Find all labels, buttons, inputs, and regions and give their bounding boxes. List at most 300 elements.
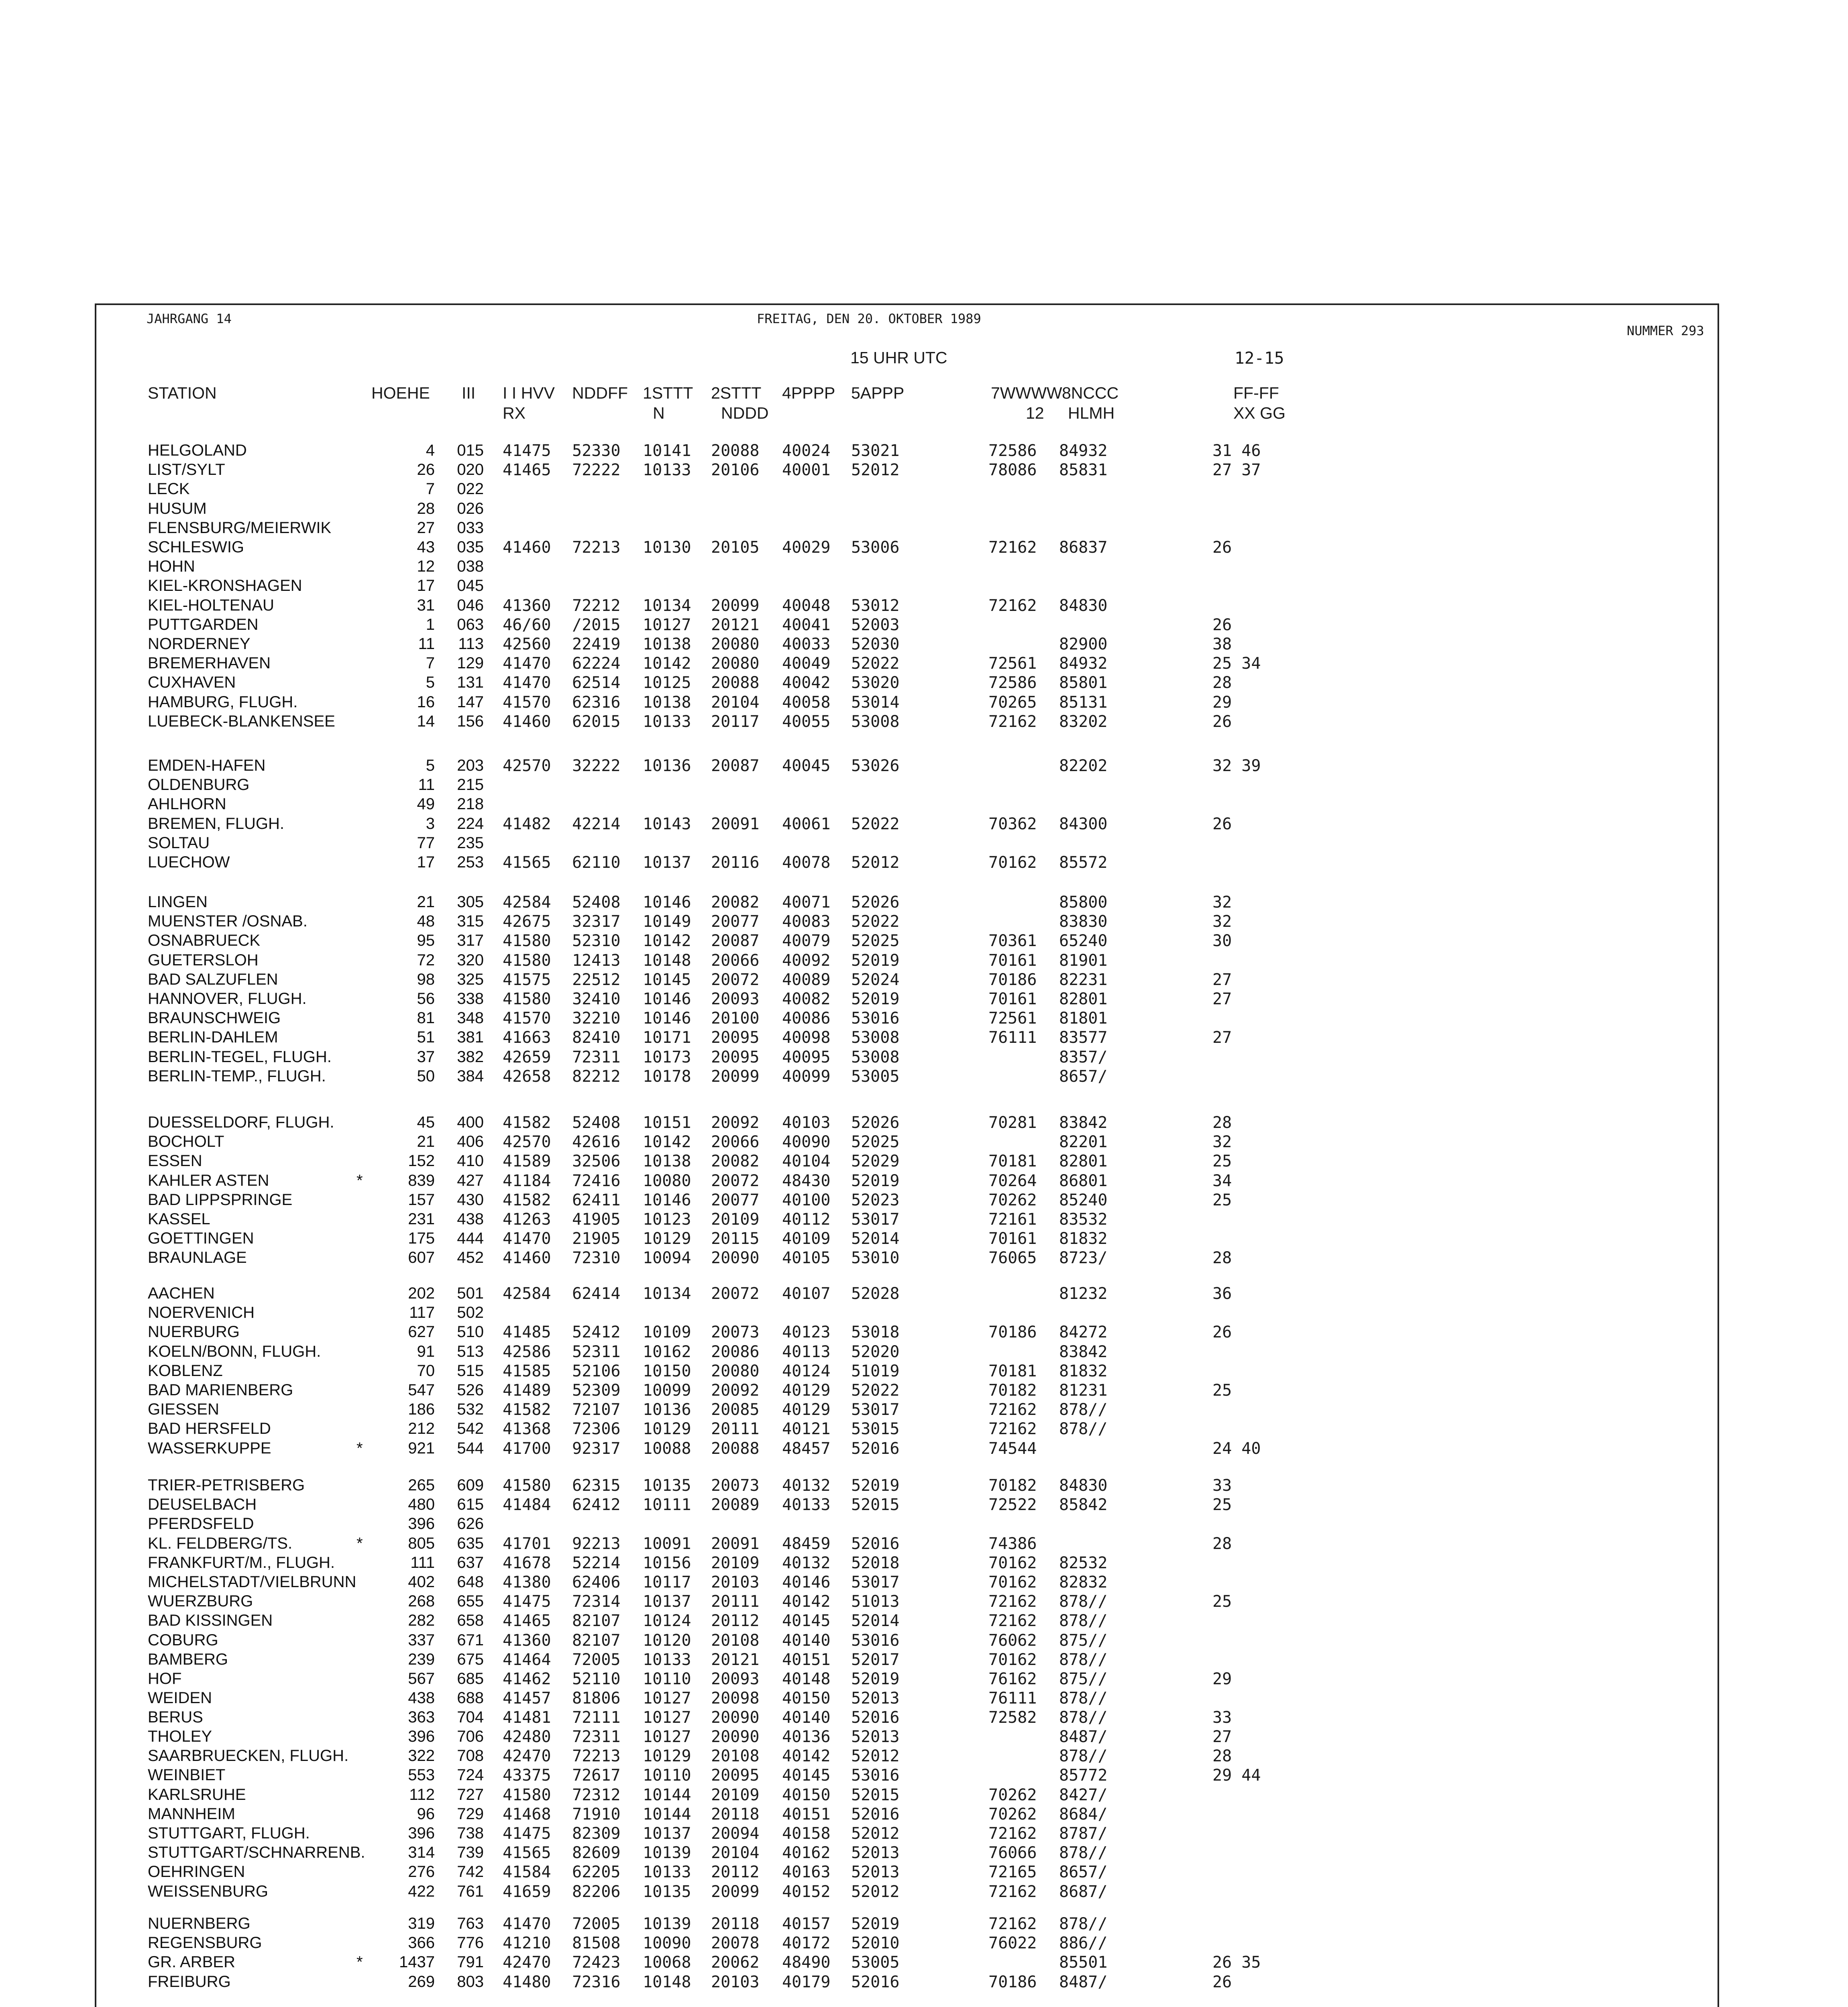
height-value: 72	[417, 951, 435, 969]
station-name: TRIER-PETRISBERG	[148, 1476, 305, 1494]
code-group-c4: 20111	[711, 1592, 760, 1611]
code-group-c7: 70182	[988, 1476, 1037, 1495]
code-group-c8: 82202	[1059, 757, 1108, 775]
code-group-c7: 78086	[988, 461, 1037, 479]
code-group-c8: 85501	[1059, 1953, 1108, 1972]
station-number: 063	[457, 616, 484, 633]
code-group-c6: 53018	[851, 1323, 900, 1341]
code-group-c5: 48490	[782, 1953, 831, 1972]
code-group-c1: 41470	[503, 654, 551, 673]
height-value: 11	[418, 776, 435, 794]
code-group-c1: 42584	[503, 893, 551, 912]
gust-value: 25	[1212, 1191, 1232, 1209]
code-group-c6: 51013	[851, 1592, 900, 1611]
code-group-c2: 52110	[572, 1670, 621, 1688]
gust-value: 33	[1212, 1476, 1232, 1495]
station-name: LECK	[148, 480, 190, 498]
code-group-c2: 62411	[572, 1191, 621, 1209]
station-name: HELGOLAND	[148, 442, 247, 459]
code-group-c6: 52013	[851, 1844, 900, 1862]
code-group-c1: 41580	[503, 951, 551, 970]
height-value: 26	[417, 461, 435, 478]
height-value: 152	[408, 1152, 435, 1170]
height-value: 51	[417, 1028, 435, 1046]
station-name: MUENSTER /OSNAB.	[148, 912, 308, 930]
station-name: KL. FELDBERG/TS.	[148, 1535, 293, 1552]
code-group-c4: 20109	[711, 1210, 760, 1229]
station-name: LINGEN	[148, 893, 208, 911]
code-group-c3: 10162	[643, 1343, 691, 1361]
station-name: SAARBRUECKEN, FLUGH.	[148, 1747, 349, 1765]
code-group-c3: 10156	[643, 1554, 691, 1572]
code-group-c7: 74544	[988, 1439, 1037, 1458]
code-group-c3: 10173	[643, 1048, 691, 1067]
code-group-c1: 41570	[503, 1009, 551, 1028]
code-group-c5: 40145	[782, 1766, 831, 1785]
station-number: 615	[457, 1496, 484, 1513]
code-group-c1: 41460	[503, 712, 551, 731]
height-value: 31	[417, 596, 435, 614]
code-group-c3: 10127	[643, 616, 691, 634]
code-group-c2: 72423	[572, 1953, 621, 1972]
station-name: BERLIN-DAHLEM	[148, 1028, 278, 1046]
station-number: 729	[457, 1805, 484, 1823]
code-group-c4: 20103	[711, 1573, 760, 1592]
station-name: MANNHEIM	[148, 1805, 235, 1823]
code-group-c2: 82206	[572, 1883, 621, 1901]
station-number: 320	[457, 951, 484, 969]
code-group-c7: 72165	[988, 1863, 1037, 1881]
code-group-c8: 878//	[1059, 1612, 1108, 1630]
code-group-c8: 84830	[1059, 1476, 1108, 1495]
station-number: 410	[457, 1152, 484, 1170]
code-group-c6: 53021	[851, 442, 900, 460]
col-station: STATION	[148, 384, 217, 402]
height-value: 212	[408, 1420, 435, 1437]
code-group-c7: 72586	[988, 674, 1037, 692]
station-number: 215	[457, 776, 484, 794]
code-group-c7: 76162	[988, 1670, 1037, 1688]
code-group-c1: 41584	[503, 1863, 551, 1881]
code-group-c2: 52311	[572, 1343, 621, 1361]
code-group-c6: 52019	[851, 1915, 900, 1933]
station-name: BREMERHAVEN	[148, 654, 271, 672]
height-value: 175	[408, 1229, 435, 1247]
code-group-c2: 82410	[572, 1028, 621, 1047]
code-group-c1: 43375	[503, 1766, 551, 1785]
code-group-c1: 42675	[503, 912, 551, 931]
code-group-c7: 76062	[988, 1631, 1037, 1650]
code-group-c1: 41360	[503, 1631, 551, 1650]
station-number: 542	[457, 1420, 484, 1437]
code-group-c4: 20103	[711, 1973, 760, 1991]
height-value: 3	[426, 815, 435, 833]
code-group-c4: 20092	[711, 1113, 760, 1132]
code-group-c8: 878//	[1059, 1708, 1108, 1727]
code-group-c4: 20066	[711, 1133, 760, 1151]
height-value: 48	[417, 912, 435, 930]
code-group-c8: 82801	[1059, 990, 1108, 1008]
col-c4a: 2STTT	[711, 384, 762, 402]
code-group-c3: 10133	[643, 1863, 691, 1881]
code-group-c5: 40049	[782, 654, 831, 673]
code-group-c2: 41905	[572, 1210, 621, 1229]
code-group-c3: 10099	[643, 1381, 691, 1400]
code-group-c4: 20095	[711, 1048, 760, 1067]
station-name: WEISSENBURG	[148, 1883, 269, 1900]
code-group-c1: 41701	[503, 1535, 551, 1553]
station-number: 438	[457, 1210, 484, 1228]
code-group-c3: 10129	[643, 1229, 691, 1248]
code-group-c8: 81832	[1059, 1229, 1108, 1248]
code-group-c8: 82231	[1059, 971, 1108, 989]
code-group-c4: 20077	[711, 912, 760, 931]
code-group-c6: 52025	[851, 932, 900, 950]
height-value: 1437	[399, 1953, 435, 1971]
code-group-c1: 41582	[503, 1113, 551, 1132]
code-group-c4: 20098	[711, 1689, 760, 1708]
code-group-c5: 40151	[782, 1805, 831, 1824]
station-number: 224	[457, 815, 484, 833]
code-group-c6: 53016	[851, 1009, 900, 1028]
height-value: 49	[417, 795, 435, 813]
code-group-c8: 8723/	[1059, 1249, 1108, 1267]
col-c9b: XX GG	[1233, 404, 1286, 422]
code-group-c4: 20111	[711, 1420, 760, 1438]
code-group-c1: 41470	[503, 674, 551, 692]
code-group-c8: 878//	[1059, 1592, 1108, 1611]
code-group-c7: 72162	[988, 1883, 1037, 1901]
height-value: 319	[408, 1915, 435, 1932]
code-group-c6: 53017	[851, 1400, 900, 1419]
code-group-c7: 72162	[988, 1420, 1037, 1438]
code-group-c1: 41482	[503, 815, 551, 833]
code-group-c1: 41663	[503, 1028, 551, 1047]
station-number: 305	[457, 893, 484, 911]
gust-value: 31 46	[1212, 442, 1261, 460]
code-group-c4: 20108	[711, 1747, 760, 1765]
code-group-c7: 70161	[988, 951, 1037, 970]
mountain-marker: *	[357, 1172, 363, 1189]
code-group-c8: 83577	[1059, 1028, 1108, 1047]
code-group-c3: 10142	[643, 932, 691, 950]
code-group-c5: 40109	[782, 1229, 831, 1248]
code-group-c4: 20109	[711, 1554, 760, 1572]
code-group-c4: 20066	[711, 951, 760, 970]
code-group-c4: 20116	[711, 853, 760, 872]
code-group-c8: 86801	[1059, 1172, 1108, 1190]
code-group-c8: 878//	[1059, 1844, 1108, 1862]
code-group-c3: 10088	[643, 1439, 691, 1458]
code-group-c8: 8657/	[1059, 1863, 1108, 1881]
height-value: 37	[417, 1048, 435, 1066]
code-group-c8: 85572	[1059, 853, 1108, 872]
code-group-c6: 53026	[851, 757, 900, 775]
station-name: KARLSRUHE	[148, 1786, 246, 1803]
code-group-c5: 40142	[782, 1747, 831, 1765]
code-group-c3: 10142	[643, 654, 691, 673]
code-group-c6: 53017	[851, 1573, 900, 1592]
code-group-c4: 20082	[711, 1152, 760, 1170]
code-group-c1: 41380	[503, 1573, 551, 1592]
code-group-c5: 40140	[782, 1708, 831, 1727]
code-group-c5: 40045	[782, 757, 831, 775]
station-name: HAMBURG, FLUGH.	[148, 693, 298, 711]
station-name: HOHN	[148, 558, 195, 575]
code-group-c2: 62514	[572, 674, 621, 692]
code-group-c2: 71910	[572, 1805, 621, 1824]
date-label: FREITAG, DEN 20. OKTOBER 1989	[757, 311, 981, 326]
code-group-c4: 20090	[711, 1728, 760, 1746]
code-group-c4: 20118	[711, 1805, 760, 1824]
height-value: 553	[408, 1766, 435, 1784]
gust-value: 25	[1212, 1496, 1232, 1514]
code-group-c5: 40001	[782, 461, 831, 479]
code-group-c6: 52012	[851, 461, 900, 479]
code-group-c5: 40042	[782, 674, 831, 692]
code-group-c4: 20091	[711, 1535, 760, 1553]
station-name: WEINBIET	[148, 1766, 226, 1784]
gust-value: 30	[1212, 932, 1232, 950]
code-group-c2: 82107	[572, 1631, 621, 1650]
station-number: 708	[457, 1747, 484, 1765]
code-group-c3: 10138	[643, 635, 691, 653]
station-name: SOLTAU	[148, 834, 210, 852]
station-name: BAD HERSFELD	[148, 1420, 271, 1437]
station-number: 502	[457, 1304, 484, 1321]
code-group-c8: 85801	[1059, 674, 1108, 692]
code-group-c8: 878//	[1059, 1651, 1108, 1669]
station-name: NOERVENICH	[148, 1304, 255, 1321]
code-group-c3: 10141	[643, 442, 691, 460]
code-group-c3: 10110	[643, 1670, 691, 1688]
gust-value: 26	[1212, 815, 1232, 833]
code-group-c2: 72005	[572, 1651, 621, 1669]
code-group-c3: 10136	[643, 1400, 691, 1419]
code-group-c2: 62406	[572, 1573, 621, 1592]
code-group-c8: 85842	[1059, 1496, 1108, 1514]
code-group-c3: 10090	[643, 1934, 691, 1952]
code-group-c2: 72306	[572, 1420, 621, 1438]
station-name: NUERNBERG	[148, 1915, 251, 1932]
station-number: 147	[457, 693, 484, 711]
height-value: 81	[417, 1009, 435, 1027]
code-group-c6: 52026	[851, 893, 900, 912]
height-value: 112	[409, 1786, 435, 1803]
code-group-c3: 10130	[643, 538, 691, 557]
code-group-c2: 72617	[572, 1766, 621, 1785]
code-group-c8: 8427/	[1059, 1786, 1108, 1804]
code-group-c4: 20062	[711, 1953, 760, 1972]
code-group-c1: 42659	[503, 1048, 551, 1067]
code-group-c2: 21905	[572, 1229, 621, 1248]
station-name: PUTTGARDEN	[148, 616, 259, 633]
code-group-c6: 52012	[851, 1747, 900, 1765]
station-name: GIESSEN	[148, 1400, 219, 1418]
code-group-c1: 41481	[503, 1708, 551, 1727]
code-group-c6: 52013	[851, 1728, 900, 1746]
code-group-c7: 76065	[988, 1249, 1037, 1267]
height-value: 56	[417, 990, 435, 1008]
gust-value: 26	[1212, 616, 1232, 634]
station-name: WASSERKUPPE	[148, 1439, 271, 1457]
code-group-c5: 40129	[782, 1400, 831, 1419]
code-group-c2: 82107	[572, 1612, 621, 1630]
code-group-c2: /2015	[572, 616, 621, 634]
gust-value: 27	[1212, 1028, 1232, 1047]
gust-value: 27 37	[1212, 461, 1261, 479]
code-group-c7: 72522	[988, 1496, 1037, 1514]
code-group-c8: 82900	[1059, 635, 1108, 653]
gust-value: 32	[1212, 1133, 1232, 1151]
code-group-c8: 875//	[1059, 1631, 1108, 1650]
code-group-c4: 20085	[711, 1400, 760, 1419]
height-value: 314	[408, 1844, 435, 1861]
code-group-c1: 41570	[503, 693, 551, 712]
code-group-c4: 20090	[711, 1249, 760, 1267]
code-group-c4: 20094	[711, 1824, 760, 1843]
code-group-c5: 40172	[782, 1934, 831, 1952]
code-group-c8: 875//	[1059, 1670, 1108, 1688]
code-group-c1: 41585	[503, 1362, 551, 1380]
code-group-c5: 40024	[782, 442, 831, 460]
code-group-c2: 22512	[572, 971, 621, 989]
station-number: 803	[457, 1973, 484, 1991]
code-group-c3: 10123	[643, 1210, 691, 1229]
code-group-c1: 42586	[503, 1343, 551, 1361]
gust-value: 26	[1212, 1323, 1232, 1341]
station-name: BERLIN-TEGEL, FLUGH.	[148, 1048, 332, 1066]
code-group-c1: 41678	[503, 1554, 551, 1572]
height-value: 11	[418, 635, 435, 653]
code-group-c4: 20099	[711, 596, 760, 615]
station-number: 020	[457, 461, 484, 478]
code-group-c5: 40089	[782, 971, 831, 989]
gust-value: 28	[1212, 1535, 1232, 1553]
code-group-c3: 10146	[643, 990, 691, 1008]
station-number: 338	[457, 990, 484, 1008]
time-label: 15 UHR UTC	[850, 348, 947, 367]
code-group-c6: 52024	[851, 971, 900, 989]
height-value: 567	[408, 1670, 435, 1687]
code-group-c2: 62315	[572, 1476, 621, 1495]
station-number: 658	[457, 1612, 484, 1629]
station-number: 675	[457, 1651, 484, 1668]
code-group-c6: 52022	[851, 912, 900, 931]
station-name: AACHEN	[148, 1284, 215, 1302]
code-group-c5: 40150	[782, 1689, 831, 1708]
station-name: MICHELSTADT/VIELBRUNN	[148, 1573, 357, 1591]
code-group-c6: 52012	[851, 1824, 900, 1843]
code-group-c4: 20082	[711, 893, 760, 912]
code-group-c5: 40033	[782, 635, 831, 653]
code-group-c6: 53010	[851, 1249, 900, 1267]
code-group-c3: 10133	[643, 461, 691, 479]
code-group-c7: 70265	[988, 693, 1037, 712]
station-name: FREIBURG	[148, 1973, 231, 1991]
code-group-c2: 81508	[572, 1934, 621, 1952]
code-group-c4: 20095	[711, 1766, 760, 1785]
station-name: PFERDSFELD	[148, 1515, 254, 1533]
code-group-c5: 40136	[782, 1728, 831, 1746]
code-group-c4: 20088	[711, 674, 760, 692]
code-group-c5: 40058	[782, 693, 831, 712]
station-name: OEHRINGEN	[148, 1863, 245, 1881]
code-group-c8: 81901	[1059, 951, 1108, 970]
code-group-c5: 40082	[782, 990, 831, 1008]
code-group-c7: 72586	[988, 442, 1037, 460]
code-group-c8: 82532	[1059, 1554, 1108, 1572]
code-group-c4: 20087	[711, 757, 760, 775]
code-group-c1: 41580	[503, 932, 551, 950]
code-group-c7: 70362	[988, 815, 1037, 833]
code-group-c3: 10124	[643, 1612, 691, 1630]
height-value: 438	[408, 1689, 435, 1707]
code-group-c3: 10146	[643, 893, 691, 912]
station-number: 253	[457, 853, 484, 871]
station-number: 626	[457, 1515, 484, 1533]
code-group-c6: 52020	[851, 1343, 900, 1361]
gust-value: 32	[1212, 912, 1232, 931]
code-group-c1: 41659	[503, 1883, 551, 1901]
code-group-c7: 72162	[988, 1824, 1037, 1843]
station-name: GOETTINGEN	[148, 1229, 254, 1247]
code-group-c8: 878//	[1059, 1915, 1108, 1933]
code-group-c2: 72416	[572, 1172, 621, 1190]
code-group-c2: 62205	[572, 1863, 621, 1881]
code-group-c6: 52018	[851, 1554, 900, 1572]
code-group-c1: 41184	[503, 1172, 551, 1190]
code-group-c4: 20117	[711, 712, 760, 731]
code-group-c6: 52014	[851, 1612, 900, 1630]
station-name: BERUS	[148, 1708, 203, 1726]
code-group-c1: 41470	[503, 1229, 551, 1248]
code-group-c3: 10120	[643, 1631, 691, 1650]
code-group-c8: 84932	[1059, 442, 1108, 460]
gust-value: 25 34	[1212, 654, 1261, 673]
code-group-c8: 85772	[1059, 1766, 1108, 1785]
station-number: 131	[457, 674, 484, 691]
station-name: BERLIN-TEMP., FLUGH.	[148, 1067, 326, 1085]
code-group-c7: 70186	[988, 971, 1037, 989]
station-number: 444	[457, 1229, 484, 1247]
station-name: COBURG	[148, 1631, 218, 1649]
gust-value: 27	[1212, 990, 1232, 1008]
code-group-c1: 41580	[503, 1476, 551, 1495]
code-group-c6: 53014	[851, 693, 900, 712]
code-group-c6: 52016	[851, 1535, 900, 1553]
height-value: 921	[408, 1439, 435, 1457]
code-group-c2: 32410	[572, 990, 621, 1008]
code-group-c5: 40083	[782, 912, 831, 931]
station-number: 544	[457, 1439, 484, 1457]
station-number: 637	[457, 1554, 484, 1571]
code-group-c8: 886//	[1059, 1934, 1108, 1952]
gust-value: 24 40	[1212, 1439, 1261, 1458]
code-group-c2: 22419	[572, 635, 621, 653]
code-group-c8: 85240	[1059, 1191, 1108, 1209]
height-value: 805	[408, 1535, 435, 1552]
station-name: KAHLER ASTEN	[148, 1172, 269, 1189]
code-group-c2: 81806	[572, 1689, 621, 1708]
code-group-c5: 40092	[782, 951, 831, 970]
code-group-c6: 51019	[851, 1362, 900, 1380]
station-name: OLDENBURG	[148, 776, 250, 794]
code-group-c6: 52025	[851, 1133, 900, 1151]
range-label: 12-15	[1235, 348, 1284, 368]
code-group-c6: 52030	[851, 635, 900, 653]
code-group-c3: 10135	[643, 1883, 691, 1901]
